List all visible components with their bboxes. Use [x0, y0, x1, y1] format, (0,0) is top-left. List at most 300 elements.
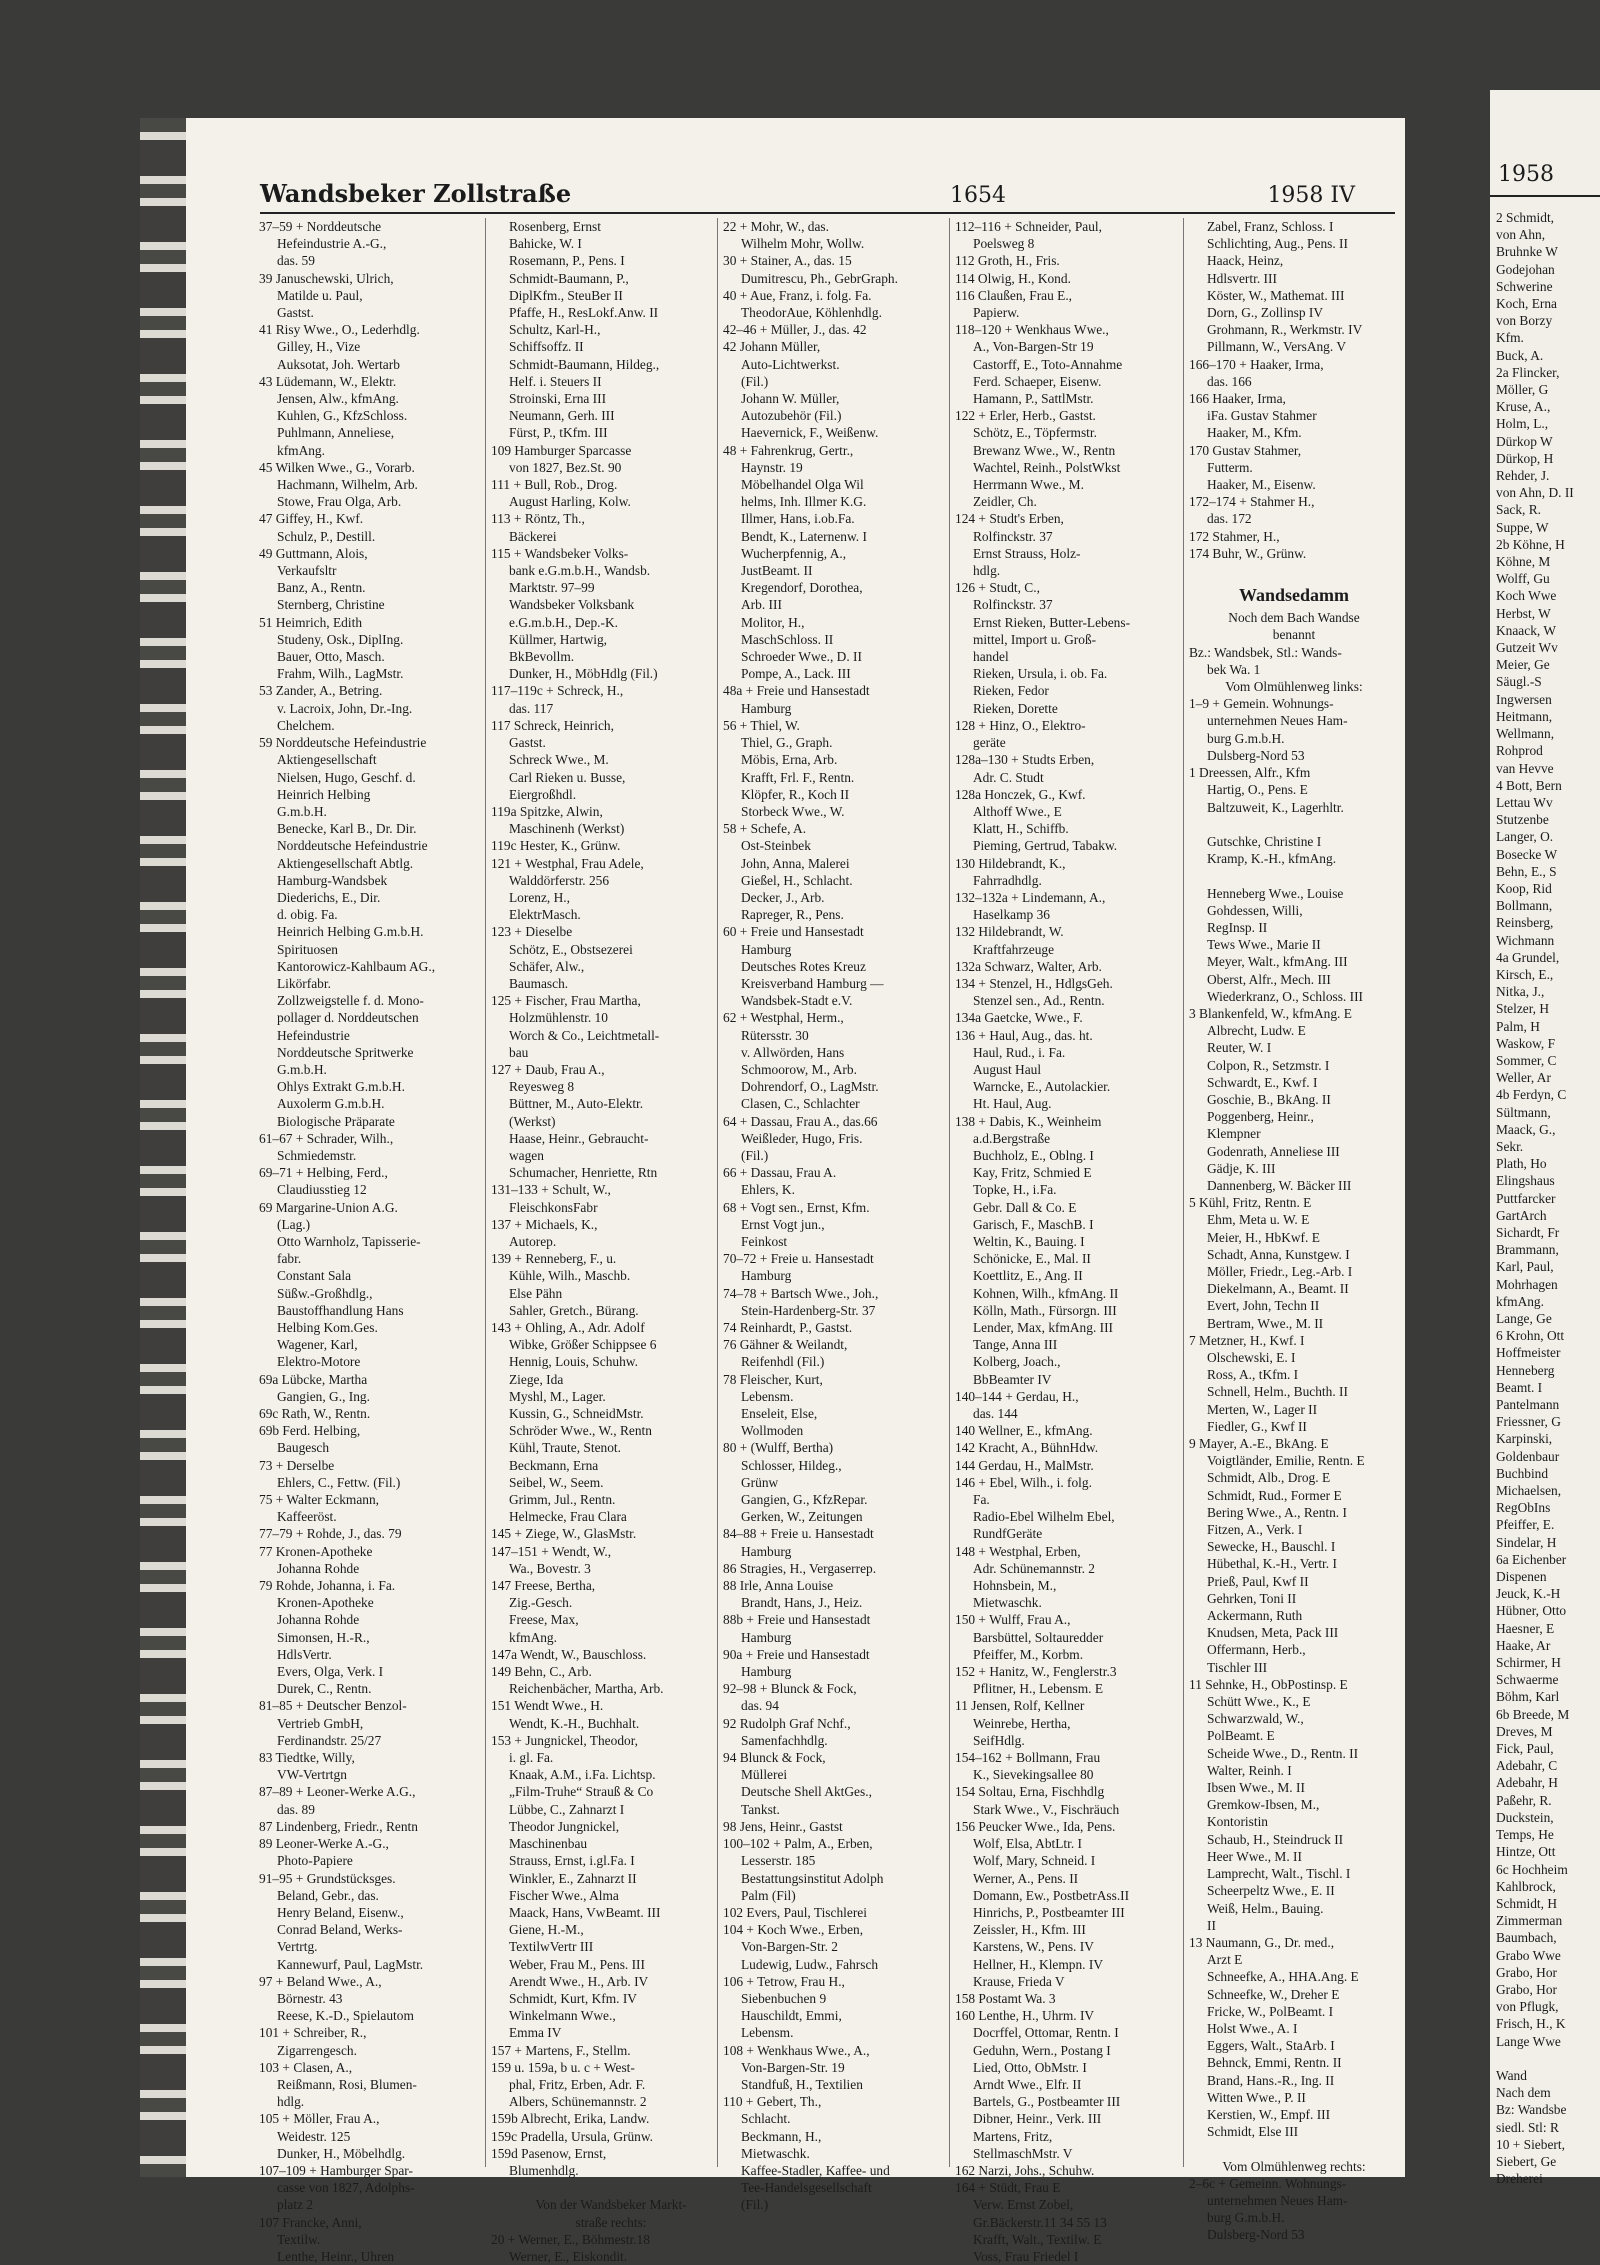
directory-entry-line: Helmecke, Frau Clara [509, 1509, 627, 1525]
adjacent-entry-line: Stelzer, H [1496, 1001, 1550, 1017]
adjacent-entry-line: Dreherei [1496, 2171, 1543, 2187]
directory-entry-line: Kerstien, W., Empf. III [1207, 2106, 1331, 2122]
directory-entry-line: Von der Wandsbeker Markt- [535, 2197, 687, 2213]
directory-entry-line: 139 + Renneberg, F., u. [491, 1251, 617, 1267]
directory-entry-line: Beland, Gebr., das. [277, 1887, 379, 1903]
adjacent-entry-line: Ingwersen [1496, 691, 1552, 707]
directory-entry-line: Auxolerm G.m.b.H. [277, 1096, 385, 1112]
directory-entry-line: 159b Albrecht, Erika, Landw. [491, 2111, 650, 2127]
directory-entry-line: d. obig. Fa. [277, 907, 338, 923]
directory-entry-line: 153 + Jungnickel, Theodor, [491, 1732, 638, 1748]
adjacent-entry-line: Dürkop W [1496, 433, 1553, 449]
directory-entry-line: Büttner, M., Auto-Elektr. [509, 1096, 644, 1112]
directory-entry-line: Claudiusstieg 12 [277, 1182, 367, 1198]
directory-entry-line: Nielsen, Hugo, Geschf. d. [277, 769, 416, 785]
directory-entry-line: Bestattungsinstitut Adolph [741, 1870, 884, 1886]
directory-entry-line: Schäfer, Alw., [509, 958, 585, 974]
directory-entry-line: Krafft, Walt., Textilw. E [973, 2231, 1102, 2247]
adjacent-entry-line: Grabo, Hor [1496, 1981, 1557, 1997]
directory-entry-line: 100–102 + Palm, A., Erben, [723, 1836, 873, 1852]
directory-entry-line: Kramp, K.-H., kfmAng. [1207, 851, 1337, 867]
adjacent-entry-line: von Ahn, [1496, 227, 1546, 243]
directory-entry-line: Fa. [973, 1492, 990, 1508]
directory-entry-line: Offermann, Herb., [1207, 1642, 1306, 1658]
directory-entry-line: Weinrebe, Hertha, [973, 1715, 1071, 1731]
directory-entry-line: Enseleit, Else, [741, 1406, 818, 1422]
directory-entry-line: 151 Wendt Wwe., H. [491, 1698, 604, 1714]
directory-entry-line: 88b + Freie und Hansestadt [723, 1612, 871, 1628]
directory-entry-line: Pieming, Gertrud, Tabakw. [973, 838, 1118, 854]
directory-entry-line: Lesserstr. 185 [741, 1853, 816, 1869]
directory-entry-line: Fürst, P., tKfm. III [509, 425, 608, 441]
directory-entry-line: 140–144 + Gerdau, H., [955, 1388, 1079, 1404]
adjacent-entry-line: Frisch, H., K [1496, 2016, 1566, 2032]
directory-entry-line: das. 144 [973, 1406, 1018, 1422]
directory-entry-line: (Lag.) [277, 1216, 311, 1232]
adjacent-entry-line: Sichardt, Fr [1496, 1224, 1560, 1240]
directory-entry-line: 11 Jensen, Rolf, Kellner [955, 1698, 1085, 1714]
directory-entry-line: TheodorAue, Köhlenhdlg. [741, 305, 882, 321]
directory-entry-line: John, Anna, Malerei [741, 855, 850, 871]
directory-entry-line: Maschinenh (Werkst) [509, 821, 625, 837]
directory-entry-line: Thiel, G., Graph. [741, 735, 833, 751]
directory-entry-line: Ernst Vogt jun., [741, 1216, 825, 1232]
directory-entry-line: Haevernick, F., Weißenw. [741, 425, 879, 441]
adjacent-entry-line: Baumbach, [1496, 1930, 1557, 1946]
directory-entry-line: 13 Naumann, G., Dr. med., [1189, 1934, 1335, 1950]
directory-entry-line: 162 Narzi, Johs., Schuhw. [955, 2162, 1095, 2178]
adjacent-entry-line: Buck, A. [1496, 347, 1544, 363]
directory-entry-line: Scheide Wwe., D., Rentn. II [1207, 1745, 1359, 1761]
column-4 [951, 218, 1184, 2264]
directory-entry-line: 115 + Wandsbeker Volks- [491, 545, 629, 561]
directory-entry-line: Küllmer, Hartwig, [509, 631, 608, 647]
adjacent-entry-line: Schirmer, H [1496, 1655, 1561, 1671]
directory-entry-line: Auksotat, Joh. Wertarb [277, 356, 400, 372]
directory-entry-line: Palm (Fil) [741, 1887, 796, 1903]
directory-entry-line: Albrecht, Ludw. E [1207, 1023, 1306, 1039]
directory-entry-line: 156 Peucker Wwe., Ida, Pens. [955, 1818, 1116, 1834]
directory-entry-line: wagen [509, 1147, 544, 1163]
directory-entry-line: StellmaschMstr. V [973, 2145, 1073, 2161]
directory-entry-line: 128a–130 + Studts Erben, [955, 752, 1095, 768]
directory-entry-line: Mietwaschk. [741, 2145, 810, 2161]
directory-entry-line: Kreisverband Hamburg — [741, 975, 884, 991]
directory-entry-line: Bauer, Otto, Masch. [277, 649, 385, 665]
directory-entry-line: 113 + Röntz, Th., [491, 511, 585, 527]
directory-entry-line: 7 Metzner, H., Kwf. I [1189, 1332, 1305, 1348]
directory-entry-line: 116 Claußen, Frau E., [955, 287, 1073, 303]
directory-entry-line: Schultz, Karl-H., [509, 322, 601, 338]
adjacent-entry-line: 6b Breede, M [1496, 1706, 1570, 1722]
directory-entry-line: Heer Wwe., M. II [1207, 1848, 1302, 1864]
directory-entry-line: 109 Hamburger Sparcasse [491, 442, 632, 458]
directory-entry-line: 106 + Tetrow, Frau H., [723, 1973, 845, 1989]
directory-entry-line: kfmAng. [277, 442, 325, 458]
adjacent-entry-line: 6c Hochheim [1496, 1861, 1568, 1877]
directory-entry-line: Köster, W., Mathemat. III [1207, 287, 1345, 303]
directory-entry-line: phal, Fritz, Erben, Adr. F. [509, 2076, 646, 2092]
adjacent-entry-line: Heitmann, [1496, 708, 1553, 724]
directory-entry-line: Haul, Rud., i. Fa. [973, 1044, 1066, 1060]
adjacent-entry-line: Jeuck, K.-H [1496, 1586, 1561, 1602]
directory-entry-line: Warncke, E., Autolackier. [973, 1079, 1111, 1095]
directory-entry-line: 1 Dreessen, Alfr., Kfm [1189, 765, 1311, 781]
directory-entry-line: 147 Freese, Bertha, [491, 1578, 596, 1594]
directory-entry-line: 110 + Gebert, Th., [723, 2094, 822, 2110]
adjacent-page-column [1490, 197, 1600, 2187]
directory-entry-line: das. 166 [1207, 373, 1252, 389]
directory-entry-line: 124 + Studt's Erben, [955, 511, 1064, 527]
adjacent-entry-line: Bollmann, [1496, 898, 1553, 914]
directory-entry-line: Evers, Olga, Verk. I [277, 1664, 384, 1680]
directory-entry-line: v. Lacroix, John, Dr.-Ing. [277, 700, 413, 716]
directory-entry-line: Diederichs, E., Dir. [277, 889, 381, 905]
directory-entry-line: burg G.m.b.H. [1207, 730, 1285, 746]
directory-entry-line: Ehm, Meta u. W. E [1207, 1212, 1310, 1228]
directory-entry-line: 76 Gähner & Weilandt, [723, 1337, 848, 1353]
directory-entry-line: Strauss, Ernst, i.gl.Fa. I [509, 1853, 635, 1869]
directory-entry-line: 102 Evers, Paul, Tischlerei [723, 1904, 867, 1920]
adjacent-entry-line: Buchbind [1496, 1465, 1549, 1481]
directory-entry-line: 92 Rudolph Graf Nchf., [723, 1715, 851, 1731]
directory-entry-line: Kregendorf, Dorothea, [741, 580, 863, 596]
directory-entry-line: Bering Wwe., A., Rentn. I [1207, 1504, 1347, 1520]
page-edge-shadow [140, 118, 186, 2177]
directory-entry-line: Kölln, Math., Fürsorgn. III [973, 1302, 1117, 1318]
directory-entry-line: 148 + Westphal, Erben, [955, 1543, 1081, 1559]
directory-entry-line: Rütersstr. 30 [741, 1027, 809, 1043]
directory-entry-line: 123 + Dieselbe [491, 924, 573, 940]
directory-entry-line: Bartels, G., Postbeamter III [973, 2094, 1121, 2110]
directory-entry-line: 150 + Wulff, Frau A., [955, 1612, 1071, 1628]
directory-entry-line [1189, 2140, 1399, 2157]
directory-entry-line: Grohmann, R., Werkmstr. IV [1207, 322, 1363, 338]
adjacent-entry-line: Hoffmeister [1496, 1345, 1561, 1361]
directory-entry-line: Bendt, K., Laternenw. I [741, 528, 867, 544]
directory-entry-line: 164 + Stüdt, Frau E [955, 2180, 1061, 2196]
directory-entry-line: Stowe, Frau Olga, Arb. [277, 494, 402, 510]
directory-entry-line: Wa., Bovestr. 3 [509, 1560, 591, 1576]
adjacent-entry-line: Beamt. I [1496, 1379, 1543, 1395]
adjacent-entry-line: Goldenbaur [1496, 1448, 1560, 1464]
directory-entry-line: Hellner, H., Klempn. IV [973, 1956, 1103, 1972]
directory-entry-line: Schreck Wwe., M. [509, 752, 609, 768]
directory-entry-line: e.G.m.b.H., Dep.-K. [509, 614, 618, 630]
directory-entry-line: Vom Olmühlenweg rechts: [1222, 2158, 1366, 2174]
directory-entry-line: Rieken, Dorette [973, 700, 1058, 716]
directory-entry-line: 142 Kracht, A., BühnHdw. [955, 1440, 1099, 1456]
directory-entry-line: Eggers, Walt., StaArb. I [1207, 2038, 1335, 2054]
adjacent-entry-line: Möller, G [1496, 382, 1549, 398]
directory-entry-line: 80 + (Wulff, Bertha) [723, 1440, 834, 1456]
directory-entry-line: Tews Wwe., Marie II [1207, 937, 1321, 953]
directory-entry-line: 144 Gerdau, H., MalMstr. [955, 1457, 1094, 1473]
directory-entry-line: Chelchem. [277, 717, 335, 733]
directory-entry-line: Mietwaschk. [973, 1595, 1042, 1611]
directory-entry-line: Klempner [1207, 1126, 1261, 1142]
directory-entry-line: 134 + Stenzel, H., HdlgsGeh. [955, 975, 1113, 991]
directory-entry-line: Zeidler, Ch. [973, 494, 1037, 510]
directory-entry-line: Blumenhdlg. [509, 2162, 579, 2178]
directory-entry-line: Jensen, Alw., kfmAng. [277, 391, 399, 407]
directory-entry-line [1189, 867, 1399, 884]
directory-entry-line: Wendt, K.-H., Buchhalt. [509, 1715, 640, 1731]
directory-entry-line: 77 Kronen-Apotheke [259, 1543, 373, 1559]
adjacent-entry-line: Gutzeit Wv [1496, 640, 1558, 656]
directory-entry-line: Hohnsbein, M., [973, 1578, 1057, 1594]
directory-entry-line: Frahm, Wilh., LagMstr. [277, 666, 404, 682]
adjacent-entry-line: Maack, G., [1496, 1121, 1556, 1137]
adjacent-entry-line: Lange Wwe [1496, 2033, 1561, 2049]
adjacent-entry-line: Friessner, G [1496, 1414, 1561, 1430]
directory-entry-line: 119c Hester, K., Grünw. [491, 838, 621, 854]
directory-entry-line: Zollzweigstelle f. d. Mono- [277, 993, 424, 1009]
directory-entry-line: Schaub, H., Steindruck II [1207, 1831, 1344, 1847]
directory-entry-line: 42 Johann Müller, [723, 339, 821, 355]
directory-entry-line: Diekelmann, A., Beamt. II [1207, 1281, 1349, 1297]
page-header [260, 178, 1395, 214]
directory-entry-line: Baugesch [277, 1440, 330, 1456]
directory-entry-line: 143 + Ohling, A., Adr. Adolf [491, 1320, 645, 1335]
directory-entry-line: DiplKfm., SteuBer II [509, 287, 623, 303]
directory-entry-line: Zigarrengesch. [277, 2042, 357, 2058]
directory-entry-line: Klöpfer, R., Koch II [741, 786, 850, 802]
directory-entry-line: 107 Francke, Anni, [259, 2214, 362, 2230]
adjacent-entry-line: 2a Flincker, [1496, 364, 1560, 380]
directory-entry-line: Reifenhdl (Fil.) [741, 1354, 825, 1370]
directory-entry-line: Schumacher, Henriette, Rtn [509, 1165, 658, 1181]
adjacent-entry-line: Dispenen [1496, 1569, 1547, 1585]
directory-entry-line: Hamburg-Wandsbek [277, 872, 388, 888]
directory-entry-line: Schadt, Anna, Kunstgew. I [1207, 1246, 1350, 1262]
directory-entry-line: Kaffee-Stadler, Kaffee- und [741, 2162, 890, 2178]
directory-entry-line: 70–72 + Freie u. Hansestadt [723, 1251, 874, 1267]
adjacent-entry-line: Hübner, Otto [1496, 1603, 1567, 1619]
directory-entry-line: 131–133 + Schult, W., [491, 1182, 611, 1198]
directory-entry-line: straße rechts: [575, 2214, 647, 2230]
directory-entry-line: Studeny, Osk., DiplIng. [277, 631, 404, 647]
directory-entry-line: 159c Pradella, Ursula, Grünw. [491, 2128, 654, 2144]
directory-entry-line: 58 + Schefe, A. [723, 821, 807, 837]
directory-entry-line: 118–120 + Wenkhaus Wwe., [955, 322, 1109, 338]
directory-entry-line: das. 117 [509, 700, 554, 716]
directory-entry-line: 125 + Fischer, Frau Martha, [491, 993, 641, 1009]
directory-entry-line: 75 + Walter Eckmann, [259, 1492, 380, 1508]
directory-entry-line: Ferd. Schaeper, Eisenw. [973, 373, 1102, 389]
directory-entry-line: Kaffeeröst. [277, 1509, 337, 1525]
directory-entry-line: Benecke, Karl B., Dr. Dir. [277, 821, 417, 837]
directory-entry-line: Schmidt, Else III [1207, 2124, 1299, 2140]
adjacent-entry-line: Sommer, C [1496, 1052, 1557, 1068]
directory-entry-line: 159d Pasenow, Ernst, [491, 2145, 607, 2161]
directory-entry-line: Theodor Jungnickel, [509, 1818, 620, 1834]
directory-entry-line: 101 + Schreiber, R., [259, 2025, 367, 2041]
directory-entry-line: Klatt, H., Schiffb. [973, 821, 1069, 837]
directory-entry-line: Puhlmann, Anneliese, [277, 425, 395, 441]
directory-entry-line: Müllerei [741, 1767, 788, 1783]
adjacent-entry-line: Böhm, Karl [1496, 1689, 1560, 1705]
directory-entry-line: Hamburg [741, 1664, 792, 1680]
directory-entry-line: 47 Giffey, H., Kwf. [259, 511, 364, 527]
adjacent-entry-line: Suppe, W [1496, 519, 1549, 535]
directory-entry-line: Helf. i. Steuers II [509, 373, 602, 389]
directory-entry-line: Schötz, E., Obstsezerei [509, 941, 633, 957]
directory-entry-line: „Film-Truhe“ Strauß & Co [509, 1784, 654, 1800]
directory-entry-line: a.d.Bergstraße [973, 1130, 1051, 1146]
directory-entry-line: Winkler, E., Zahnarzt II [509, 1870, 637, 1886]
directory-entry-line: helms, Inh. Illmer K.G. [741, 494, 867, 510]
directory-entry-line: 166–170 + Haaker, Irma, [1189, 356, 1324, 372]
directory-entry-line: hdlg. [277, 2094, 305, 2110]
directory-entry-line: Likörfabr. [277, 975, 331, 991]
directory-entry-line: Rapreger, R., Pens. [741, 907, 844, 923]
directory-entry-line: Stenzel sen., Ad., Rentn. [973, 993, 1105, 1009]
directory-entry-line: Wiederkranz, O., Schloss. III [1207, 988, 1364, 1004]
directory-entry-line: Constant Sala [277, 1268, 352, 1284]
directory-entry-line: Lied, Otto, ObMstr. I [973, 2059, 1087, 2075]
directory-entry-line: Brand, Hans.-R., Ing. II [1207, 2072, 1335, 2088]
directory-entry-line: II [1207, 1917, 1216, 1933]
directory-entry-line: Hamburg [741, 1629, 792, 1645]
directory-entry-line: Samenfachhdlg. [741, 1732, 828, 1748]
directory-entry-line: Radio-Ebel Wilhelm Ebel, [973, 1509, 1115, 1525]
directory-entry-line: Holzmühlenstr. 10 [509, 1010, 608, 1026]
directory-entry-line: Henneberg Wwe., Louise [1207, 885, 1344, 901]
directory-entry-line: 97 + Beland Wwe., A., [259, 1973, 382, 1989]
adjacent-entry-line: Grabo Wwe [1496, 1947, 1561, 1963]
directory-entry-line: Arndt Wwe., Elfr. II [973, 2076, 1082, 2092]
directory-entry-line: Pflitner, H., Lebensm. E [973, 1681, 1103, 1697]
directory-entry-line: 152 + Hanitz, W., Fenglerstr.3 [955, 1664, 1117, 1680]
directory-entry-line: 166 Haaker, Irma, [1189, 391, 1286, 407]
directory-entry-line: Hachmann, Wilhelm, Arb. [277, 477, 418, 493]
adjacent-entry-line: Nitka, J., [1496, 984, 1545, 1000]
directory-entry-line: Möbis, Erna, Arb. [741, 752, 838, 768]
directory-entry-line: 147–151 + Wendt, W., [491, 1543, 612, 1559]
directory-entry-line: Seibel, W., Seem. [509, 1474, 604, 1490]
directory-entry-line: 61–67 + Schrader, Wilh., [259, 1130, 394, 1146]
directory-entry-line: Topke, H., i.Fa. [973, 1182, 1057, 1198]
directory-entry-line: Illmer, Hans, i.ob.Fa. [741, 511, 855, 527]
adjacent-entry-line: Karl, Paul, [1496, 1259, 1554, 1275]
adjacent-entry-line: Schmidt, H [1496, 1895, 1558, 1911]
directory-entry-line: Dulsberg-Nord 53 [1207, 2227, 1305, 2243]
adjacent-entry-line: Dreves, M [1496, 1723, 1553, 1739]
directory-entry-line: Weißleder, Hugo, Fris. [741, 1130, 863, 1146]
directory-entry-line: Fitzen, A., Verk. I [1207, 1522, 1303, 1538]
directory-entry-line: 56 + Thiel, W. [723, 717, 800, 733]
adjacent-entry-line: Pfeiffer, E. [1496, 1517, 1555, 1533]
directory-entry-line: v. Allwörden, Hans [741, 1044, 845, 1060]
street-title: Wandsbeker Zollstraße [260, 179, 572, 208]
directory-entry-line: Voss, Frau Friedel I [973, 2248, 1079, 2264]
adjacent-entry-line: 6 Krohn, Ott [1496, 1328, 1565, 1344]
adjacent-entry-line: Säugl.-S [1496, 674, 1542, 690]
directory-entry-line: Werner, A., Pens. II [973, 1870, 1079, 1886]
directory-entry-line: 103 + Clasen, A., [259, 2059, 353, 2075]
adjacent-entry-line: Palm, H [1496, 1018, 1540, 1034]
directory-entry-line: Vertrieb GmbH, [277, 1715, 364, 1731]
adjacent-entry-line: Bosecke W [1496, 846, 1558, 862]
directory-entry-line: Weidestr. 125 [277, 2128, 351, 2144]
directory-entry-line: Otto Warnholz, Tapisserie- [277, 1233, 421, 1249]
directory-entry-line: 43 Lüdemann, W., Elektr. [259, 373, 397, 389]
directory-entry-line: Gastst. [509, 735, 546, 751]
directory-entry-line: Koettlitz, E., Ang. II [973, 1268, 1083, 1284]
directory-entry-line: 37–59 + Norddeutsche [259, 219, 382, 234]
directory-entry-line: Kantorowicz-Kahlbaum AG., [277, 958, 436, 974]
column-5 [1185, 218, 1403, 2243]
directory-entry-line: Haaker, M., Eisenw. [1207, 477, 1316, 493]
directory-entry-line: Grimm, Jul., Rentn. [509, 1492, 616, 1508]
directory-entry-line: Heinrich Helbing G.m.b.H. [277, 924, 424, 940]
directory-entry-line: Johanna Rohde [277, 1612, 360, 1628]
directory-entry-line: 89 Leoner-Werke A.-G., [259, 1836, 389, 1852]
directory-entry-line: PolBeamt. E [1207, 1728, 1275, 1744]
adjacent-entry-line: Godejohan [1496, 261, 1555, 277]
directory-entry-line: Fischer Wwe., Alma [509, 1887, 619, 1903]
directory-entry-line: Gutschke, Christine I [1207, 833, 1322, 849]
directory-entry-line: Verw. Ernst Zobel, [973, 2197, 1074, 2213]
adjacent-entry-line: Koch, Erna [1496, 296, 1557, 312]
directory-entry-line: 119a Spitzke, Alwin, [491, 803, 603, 819]
directory-entry-line: 51 Heimrich, Edith [259, 614, 363, 630]
directory-entry-line: Ibsen Wwe., M. II [1207, 1780, 1305, 1796]
adjacent-entry-line: Temps, He [1496, 1827, 1554, 1843]
directory-entry-line: (Fil.) [741, 2197, 769, 2213]
directory-entry-line: 30 + Stainer, A., das. 15 [723, 253, 852, 269]
directory-entry-line: Fricke, W., PolBeamt. I [1207, 2003, 1334, 2019]
directory-entry-line: 140 Wellner, E., kfmAng. [955, 1423, 1093, 1439]
directory-entry-line: bau [509, 1044, 529, 1060]
adjacent-entry-line: Duckstein, [1496, 1809, 1554, 1825]
directory-entry-line [1189, 562, 1399, 579]
directory-entry-line: Stroinski, Erna III [509, 391, 607, 407]
adjacent-entry-line: Kirsch, E., [1496, 966, 1554, 982]
directory-entry-line: Standfuß, H., Textilien [741, 2076, 863, 2092]
directory-entry-line: Schmoorow, M., Arb. [741, 1061, 857, 1077]
directory-entry-line: (Fil.) [741, 1147, 769, 1163]
directory-entry-line: Wachtel, Reinh., PolstWkst [973, 459, 1121, 475]
directory-entry-line: 64 + Dassau, Frau A., das.66 [723, 1113, 878, 1129]
directory-entry-line: Herrmann Wwe., M. [973, 477, 1084, 493]
directory-entry-line: 62 + Westphal, Herm., [723, 1010, 844, 1026]
directory-entry-line: Castorff, E., Toto-Annahme [973, 356, 1123, 372]
directory-entry-line: Neumann, Gerh. III [509, 408, 615, 424]
directory-entry-line: Werner, E., Eiskondit. [509, 2248, 628, 2264]
directory-entry-line: Gerken, W., Zeitungen [741, 1509, 863, 1525]
directory-entry-line: Vertrtg. [277, 1939, 318, 1955]
directory-entry-line: 108 + Wenkhaus Wwe., A., [723, 2042, 870, 2058]
adjacent-entry-line: Wichmann [1496, 932, 1555, 948]
directory-entry-line: Lender, Max, kfmAng. III [973, 1320, 1114, 1335]
directory-entry-line: 132 Hildebrandt, W. [955, 924, 1064, 940]
column-2 [487, 218, 718, 2264]
directory-entry-line: Ackermann, Ruth [1207, 1608, 1303, 1624]
adjacent-entry-line: RegObIns [1496, 1500, 1551, 1516]
directory-entry-line: 154–162 + Bollmann, Frau [955, 1750, 1101, 1766]
directory-entry-line: Ferdinandstr. 25/27 [277, 1732, 382, 1748]
directory-entry-line: 73 + Derselbe [259, 1457, 335, 1473]
directory-entry-line: Gießel, H., Schlacht. [741, 872, 853, 888]
directory-entry-line: Lebensm. [741, 2025, 794, 2041]
directory-entry-line: Goschie, B., BkAng. II [1207, 1091, 1331, 1107]
directory-entry-line: 5 Kühl, Fritz, Rentn. E [1189, 1195, 1312, 1211]
directory-entry-line: Carl Rieken u. Busse, [509, 769, 626, 785]
directory-entry-line: JustBeamt. II [741, 563, 813, 579]
directory-entry-line: 111 + Bull, Rob., Drog. [491, 477, 618, 493]
